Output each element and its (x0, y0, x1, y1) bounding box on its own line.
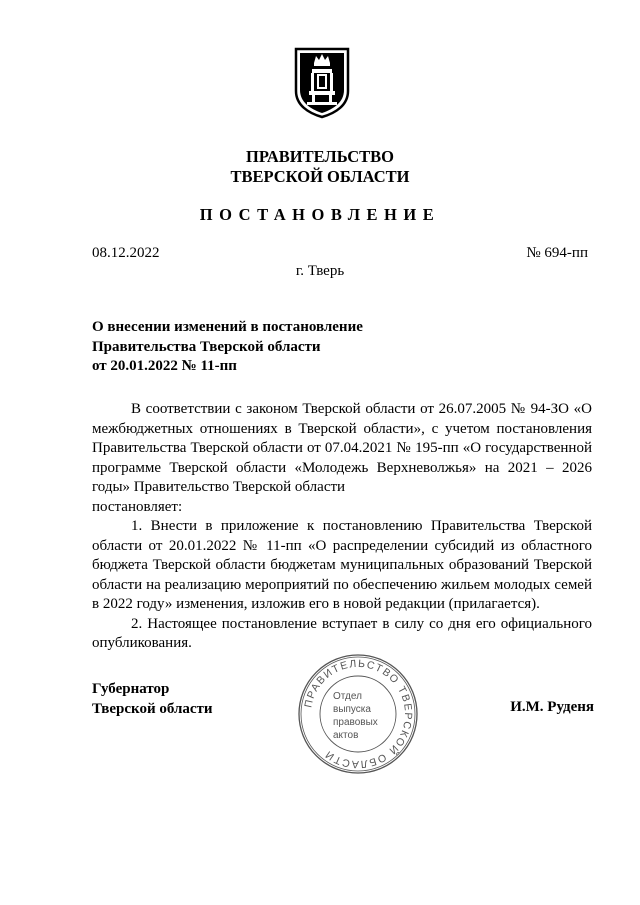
organization-name: ПРАВИТЕЛЬСТВО (246, 147, 394, 166)
subject-line: от 20.01.2022 № 11-пп (92, 358, 237, 374)
subject-line: Правительства Тверской области (92, 338, 321, 355)
signer-name: И.М. Руденя (510, 699, 594, 715)
stamp-inner-text (333, 690, 397, 742)
document-subject (92, 318, 422, 377)
stamp-line: актов (333, 730, 359, 741)
item-paragraph: 1. Внести в приложение к постановлению Правительства Тверской области от 20.01.2022 № 11-пп «О распределении субсидий из областного бюджета Тверской области бюджетам муниципальных образований Тверской области на реализацию мероприятий по обеспечению жильем молодых семей в 2022 году» изменения, изложив его в новой редакции (прилагается). (92, 518, 592, 612)
document-city: г. Тверь (295, 263, 345, 279)
subject-line: О внесении изменений в постановление (92, 319, 363, 335)
item-paragraph: 2. Настоящее постановление вступает в силу со дня его официального опубликования. (92, 615, 592, 651)
document-type: ПОСТАНОВЛЕНИЕ (199, 205, 441, 224)
organization-region: ТВЕРСКОЙ ОБЛАСТИ (230, 167, 410, 186)
document-number: № 694-пп (526, 245, 588, 261)
stamp-ring-text: ПРАВИТЕЛЬСТВО ТВЕРСКОЙ ОБЛАСТИ (302, 657, 415, 771)
stamp-line: выпуска (333, 704, 371, 715)
stamp-line: Отдел (333, 691, 362, 702)
resolves-line: постановляет: (92, 498, 183, 515)
signer-title (92, 680, 213, 719)
stamp-line: правовых (333, 717, 378, 728)
coat-of-arms-icon (292, 45, 352, 119)
document-body (92, 400, 592, 654)
preamble-paragraph: В соответствии с законом Тверской области от 26.07.2005 № 94-ЗО «О межбюджетных отношениях в Тверской области», с учетом постановления Правительства Тверской области от 07.04.2021 № 195-пп «О государственной программе Тверской области «Молодежь Верхневолжья» на 2021 – 2026 годы» Правительство Тверской области (92, 401, 592, 495)
signer-title-line: Тверской области (92, 700, 213, 717)
document-date: 08.12.2022 (92, 245, 160, 261)
signer-title-line: Губернатор (92, 681, 170, 697)
